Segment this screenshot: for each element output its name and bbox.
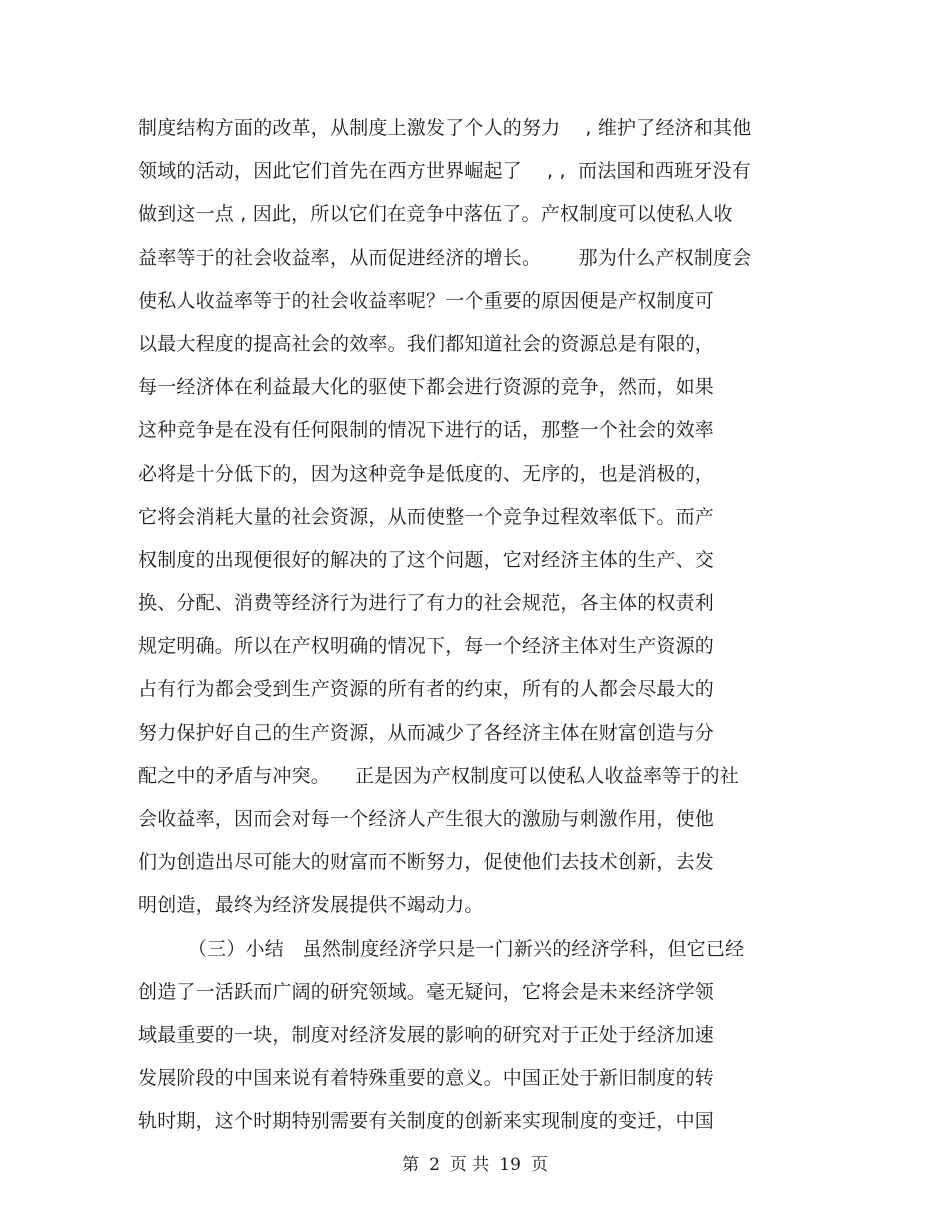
- footer-prefix: 第: [402, 1155, 420, 1175]
- text-line: 占有行为都会受到生产资源的所有者的约束，所有的人都会尽最大的: [138, 678, 715, 701]
- text-line: 明创造，最终为经济发展提供不竭动力。: [138, 894, 484, 917]
- total-pages-number: 19: [499, 1155, 521, 1175]
- text-line: 它将会消耗大量的社会资源，从而使整一个竞争过程效率低下。而产: [138, 505, 715, 528]
- text-line: 发展阶段的中国来说有着特殊重要的意义。中国正处于新旧制度的转: [138, 1067, 715, 1090]
- text-line: 轨时期，这个时期特别需要有关制度的创新来实现制度的变迁，中国: [138, 1110, 715, 1133]
- text-line: 换、分配、消费等经济行为进行了有力的社会规范，各主体的权责利: [138, 592, 715, 615]
- text-line: 益率等于的社会收益率，从而促进经济的增长。 那为什么产权制度会: [138, 246, 752, 269]
- text-line: 创造了一活跃而广阔的研究领域。毫无疑问，它将会是未来经济学领: [138, 980, 715, 1003]
- text-line: 会收益率，因而会对每一个经济人产生很大的激励与刺激作用，使他: [138, 808, 715, 830]
- text-line: 域最重要的一块，制度对经济发展的影响的研究对于正处于经济加速: [138, 1023, 715, 1046]
- body-text: [138, 107, 818, 1144]
- text-line: 领域的活动，因此它们首先在西方世界崛起了 , , 而法国和西班牙没有: [138, 160, 751, 183]
- text-line: 做到这一点 , 因此，所以它们在竞争中落伍了。产权制度可以使私人收: [138, 203, 733, 226]
- text-line: 使私人收益率等于的社会收益率呢？一个重要的原因便是产权制度可: [138, 289, 715, 312]
- text-line: 这种竞争是在没有任何限制的情况下进行的话，那整一个社会的效率: [138, 419, 715, 442]
- text-line: （三）小结 虽然制度经济学只是一门新兴的经济学科，但它已经: [138, 937, 745, 960]
- text-line: 努力保护好自己的生产资源，从而减少了各经济主体在财富创造与分: [138, 721, 715, 744]
- page-footer: [0, 1150, 950, 1175]
- text-line: 每一经济体在利益最大化的驱使下都会进行资源的竞争，然而，如果: [138, 376, 715, 399]
- text-line: 权制度的出现便很好的解决的了这个问题，它对经济主体的生产、交: [138, 548, 715, 571]
- footer-middle: 页 共: [449, 1155, 490, 1175]
- text-line: 以最大程度的提高社会的效率。我们都知道社会的资源总是有限的，: [138, 332, 715, 355]
- text-line: 配之中的矛盾与冲突。 正是因为产权制度可以使私人收益率等于的社: [138, 764, 739, 787]
- current-page-number: 2: [429, 1155, 440, 1175]
- text-line: 们为创造出尽可能大的财富而不断努力，促使他们去技术创新，去发: [138, 851, 715, 874]
- footer-suffix: 页: [530, 1155, 548, 1175]
- text-line: 制度结构方面的改革，从制度上激发了个人的努力 , 维护了经济和其他: [138, 117, 752, 139]
- text-line: 规定明确。所以在产权明确的情况下，每一个经济主体对生产资源的: [138, 635, 715, 658]
- text-line: 必将是十分低下的，因为这种竞争是低度的、无序的，也是消极的，: [138, 462, 715, 485]
